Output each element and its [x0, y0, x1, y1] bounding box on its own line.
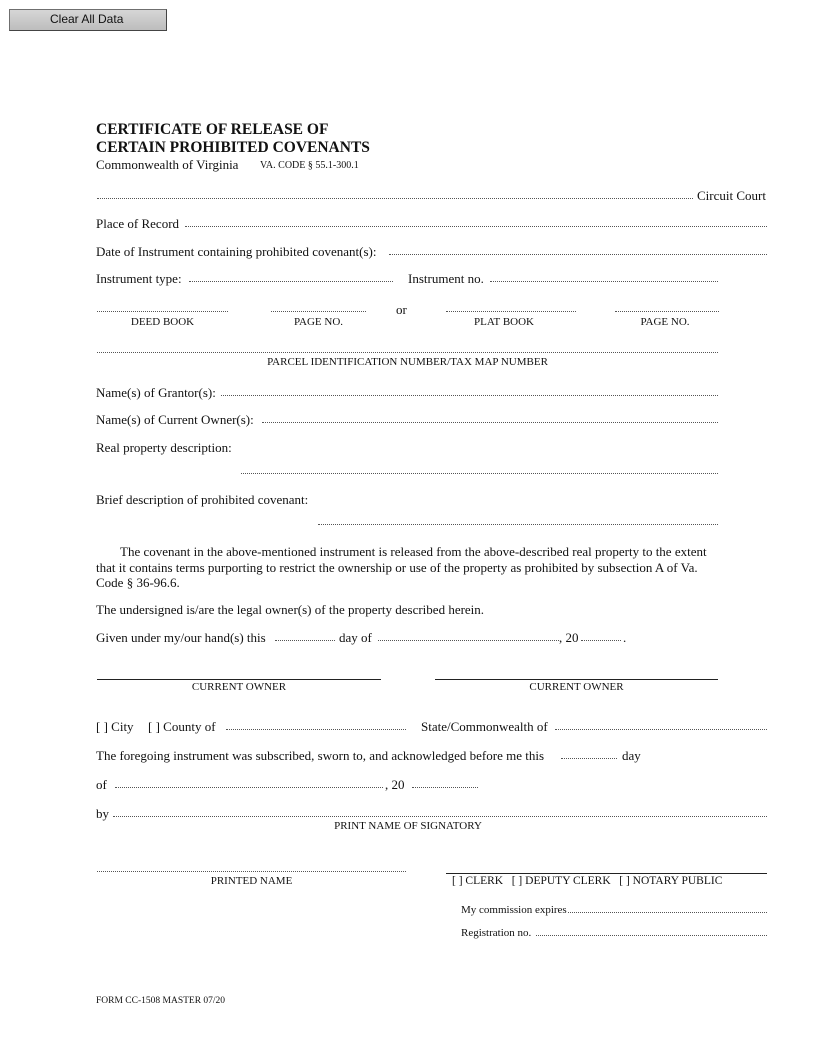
given-end: . — [623, 630, 627, 645]
plat-page-field[interactable] — [615, 311, 719, 312]
place-of-record-label: Place of Record — [96, 216, 180, 231]
date-instrument-field[interactable] — [389, 254, 767, 255]
code-reference: VA. CODE § 55.1-300.1 — [260, 160, 359, 171]
plat-book-field[interactable] — [446, 311, 576, 312]
covenant-desc-field[interactable] — [318, 524, 718, 525]
covenant-desc-label: Brief description of prohibited covenant: — [96, 492, 309, 507]
city-option[interactable]: [ ] City — [96, 719, 134, 734]
commission-field[interactable] — [568, 912, 767, 913]
given-day-field[interactable] — [275, 640, 335, 641]
current-owner-field[interactable] — [262, 422, 718, 423]
state-label: State/Commonwealth of — [421, 719, 548, 734]
subscribed-year-label: , 20 — [385, 777, 405, 792]
print-name-caption: PRINT NAME OF SIGNATORY — [334, 820, 482, 832]
parcel-id-field[interactable] — [97, 352, 718, 353]
subscribed-month-field[interactable] — [115, 787, 383, 788]
release-paragraph: The covenant in the above-mentioned instrument is released from the above-described real property to the extent that it contains terms purporting to restrict the ownership or use of the property as prohibited by subsection A of Va. Code § 36-96.6. — [96, 544, 707, 590]
officer-signature-line[interactable] — [446, 873, 767, 874]
grantor-label: Name(s) of Grantor(s): — [96, 385, 216, 400]
registration-field[interactable] — [536, 935, 767, 936]
instrument-no-label: Instrument no. — [408, 271, 484, 286]
date-instrument-label: Date of Instrument containing prohibited covenant(s): — [96, 244, 377, 259]
real-property-label: Real property description: — [96, 440, 232, 455]
given-day-of: day of — [339, 630, 372, 645]
by-label: by — [96, 806, 109, 821]
clear-all-data-button[interactable]: Clear All Data — [9, 9, 167, 31]
grantor-field[interactable] — [221, 395, 718, 396]
circuit-court-field[interactable] — [97, 198, 693, 199]
deed-book-caption: DEED BOOK — [130, 316, 195, 328]
subscribed-year-field[interactable] — [412, 787, 478, 788]
owner-signature-caption-2: CURRENT OWNER — [529, 681, 624, 693]
deed-page-caption: PAGE NO. — [293, 316, 344, 328]
real-property-field[interactable] — [241, 473, 718, 474]
current-owner-label: Name(s) of Current Owner(s): — [96, 412, 254, 427]
state-field[interactable] — [555, 729, 767, 730]
instrument-no-field[interactable] — [490, 281, 718, 282]
owner-signature-line-1[interactable] — [97, 679, 381, 680]
parcel-id-caption: PARCEL IDENTIFICATION NUMBER/TAX MAP NUMBER — [267, 356, 548, 368]
owner-signature-line-2[interactable] — [435, 679, 718, 680]
printed-name-caption: PRINTED NAME — [210, 875, 293, 887]
given-year-label: , 20 — [559, 630, 579, 645]
county-field[interactable] — [226, 729, 406, 730]
instrument-type-field[interactable] — [189, 281, 393, 282]
deed-book-field[interactable] — [97, 311, 228, 312]
form-id: FORM CC-1508 MASTER 07/20 — [96, 996, 226, 1006]
subscribed-text: The foregoing instrument was subscribed, sworn to, and acknowledged before me this — [96, 748, 545, 763]
owner-signature-caption-1: CURRENT OWNER — [191, 681, 287, 693]
registration-label: Registration no. — [461, 927, 532, 939]
of-label: of — [96, 777, 107, 792]
signatory-name-field[interactable] — [113, 816, 767, 817]
given-year-field[interactable] — [581, 640, 621, 641]
plat-book-caption: PLAT BOOK — [473, 316, 534, 328]
plat-page-caption: PAGE NO. — [640, 316, 690, 328]
form-title-line-1: CERTIFICATE OF RELEASE OF — [96, 121, 329, 138]
form-title-line-2: CERTAIN PROHIBITED COVENANTS — [96, 139, 370, 156]
circuit-court-label: Circuit Court — [697, 188, 766, 203]
officer-options[interactable]: [ ] CLERK [ ] DEPUTY CLERK [ ] NOTARY PUBLIC — [452, 875, 723, 887]
instrument-type-label: Instrument type: — [96, 271, 182, 286]
given-prefix: Given under my/our hand(s) this — [96, 630, 266, 645]
subscribed-day-field[interactable] — [561, 758, 617, 759]
place-of-record-field[interactable] — [185, 226, 767, 227]
commission-label: My commission expires — [461, 904, 567, 916]
or-label: or — [396, 302, 407, 317]
jurisdiction-label: Commonwealth of Virginia — [96, 157, 239, 172]
county-option[interactable]: [ ] County of — [148, 719, 216, 734]
printed-name-field[interactable] — [97, 871, 406, 872]
deed-page-field[interactable] — [271, 311, 366, 312]
subscribed-day-label: day — [622, 748, 641, 763]
given-month-field[interactable] — [378, 640, 559, 641]
owner-statement: The undersigned is/are the legal owner(s) of the property described herein. — [96, 602, 485, 617]
